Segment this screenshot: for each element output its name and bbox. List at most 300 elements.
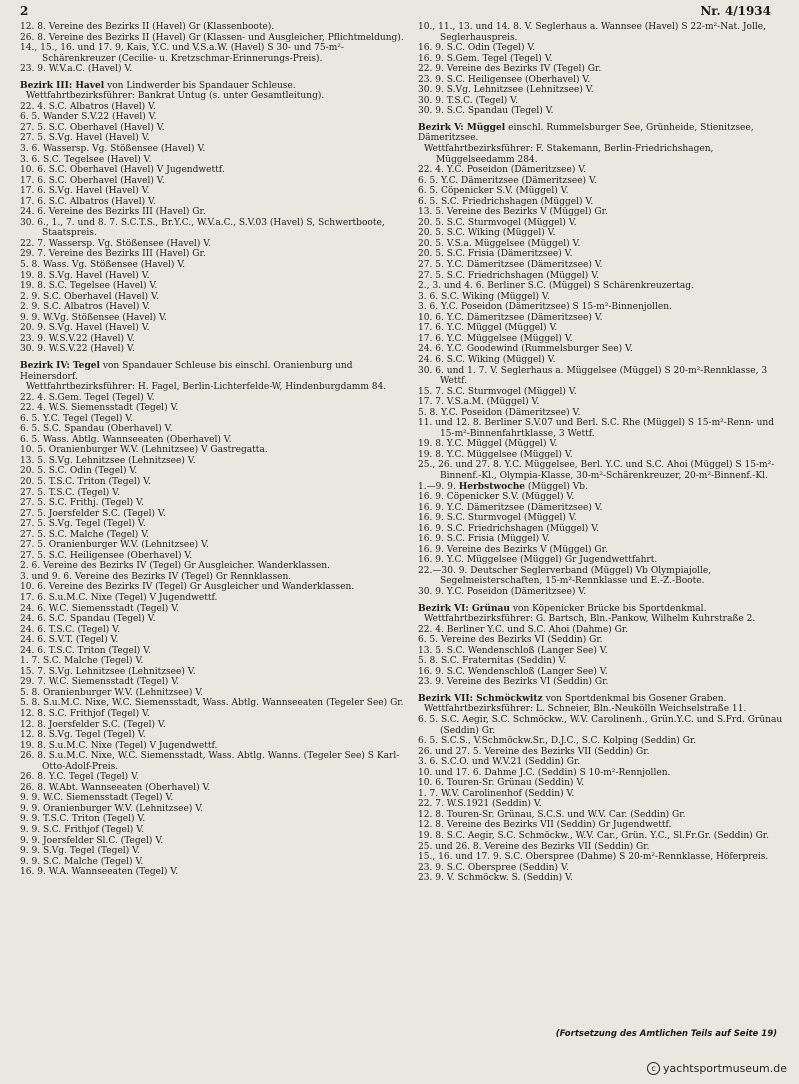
entry-date: 13. 5.: [418, 207, 447, 218]
bezirk-3-title: Bezirk III: Havel: [20, 80, 105, 91]
entry-date: 13. 5.: [20, 455, 49, 466]
entry-text: Wassersp. Vg. Stößensee (Havel) V.: [48, 238, 212, 249]
entry-text: Vereine des Bezirks II (Havel) Gr (Klassenboote).: [48, 22, 275, 32]
entry-date: 10. 6.: [418, 312, 447, 323]
entry-text: W.C. Siemensstadt (Tegel) V.: [43, 793, 174, 804]
entry-date: 12. 8.: [418, 820, 447, 831]
entry-text: S.C. Sturmvogel (Müggel) V.: [446, 513, 577, 524]
entry-date: 3. und 9. 6.: [20, 571, 75, 582]
copyright-icon: c: [647, 1062, 660, 1075]
entry-text: V. Schmöckw. S. (Seddin) V.: [446, 873, 573, 884]
entry-text: S.Vg. Havel (Havel) V.: [48, 323, 150, 334]
entry-text: S.Vg. Havel (Havel) V.: [48, 186, 150, 197]
schedule-entry: [20, 667, 406, 678]
entry-date: 10. und 17. 6.: [418, 767, 485, 778]
entry-date: 16. 9.: [418, 523, 447, 534]
schedule-entry: [20, 334, 406, 345]
schedule-entry: [418, 873, 788, 884]
entry-text: Kais, Y.C. und V.S.a.W. (Havel) S 30- und 75-m²-Schärenkreuzer (Cecilie- u. Kretzschmar-Erinnerungs-Preis).: [42, 43, 344, 64]
entry-text: Y.C. Poseidon (Dämeritzsee) S 15-m²-Binnenjollen.: [441, 302, 672, 313]
entry-text: S.C. Tegelsee (Havel) V.: [48, 281, 158, 292]
bezirk-5-section: [418, 123, 788, 598]
entry-text: W.V. Carolinenhof (Seddin) V.: [441, 788, 575, 799]
entry-date: 24. 6.: [418, 344, 447, 355]
schedule-entry: [20, 656, 406, 667]
schedule-entry: [20, 709, 406, 720]
schedule-entry: [418, 302, 788, 313]
entry-text: Oranienburger W.V. (Lehnitzsee) V.: [43, 803, 204, 814]
entry-text: Vereine des Bezirks VI (Seddin) Gr.: [446, 677, 609, 688]
bezirk-4-section: [20, 361, 406, 878]
entry-date: 6. 5.: [20, 413, 44, 424]
schedule-entry: [20, 593, 406, 604]
entry-text: S.C. Friedrichshagen (Müggel) V.: [446, 523, 600, 534]
entry-date: 24. 6.: [20, 614, 49, 625]
schedule-entry: [20, 783, 406, 794]
entry-text: Berliner S.V.07 und Berl. S.C. Rhe (Müggel) S 15-m²-Renn- und 15-m²-Binnenfahrtklasse, 3 Wettf.: [440, 418, 777, 439]
schedule-entry: [418, 239, 788, 250]
schedule-entry: [418, 768, 788, 779]
schedule-entry: [20, 133, 406, 144]
entry-text: Oranienburger W.V. (Lehnitzsee) V.: [43, 687, 204, 698]
entry-date: 19. 8.: [20, 270, 49, 281]
entry-date: 11. und 12. 8.: [418, 418, 485, 429]
schedule-entry: [20, 260, 406, 271]
entry-date: 6. 5.: [20, 424, 44, 435]
entry-text: Y.C. Müggelsee, Berl. Y.C. und S.C. Ahoi (Müggel) S 15-m²-Binnenf.-Kl., Olympia-Klasse, 30-m²-Schärenkreuzer, 20-m²-Binnenf.-Kl.: [440, 460, 775, 481]
schedule-entry: [418, 165, 788, 176]
entry-text: S.C. Frisia (Dämeritzsee) V.: [446, 249, 573, 260]
schedule-entry: [20, 741, 406, 752]
schedule-entry: [418, 677, 788, 688]
schedule-entry: [20, 271, 406, 282]
entry-text: S.C. Albatros (Havel) V.: [48, 196, 156, 207]
entry-date: 27. 5.: [20, 529, 49, 540]
entry-text: Vereine des Bezirks II (Havel) Gr (Klassen- und Ausgleicher, Pflichtmeldung).: [48, 32, 404, 43]
entry-text: S.C. Wendenschloß (Langer See) V.: [446, 645, 608, 656]
entry-date: 3. 6.: [20, 154, 44, 165]
entry-date: 26. 8.: [20, 782, 49, 793]
schedule-entry: [418, 207, 788, 218]
entry-date: 17. 6.: [418, 333, 447, 344]
entry-date: 22. 9.: [418, 64, 447, 75]
schedule-entry: [20, 867, 406, 878]
entry-date: 9. 9.: [20, 312, 44, 323]
schedule-entry: [20, 688, 406, 699]
entry-date: 17. 7.: [418, 397, 447, 408]
entry-text: Y.C. Müggel (Müggel) V.: [446, 439, 558, 450]
schedule-entry: [20, 281, 406, 292]
schedule-entry: [418, 635, 788, 646]
entry-date: 2. 9.: [20, 302, 44, 313]
entry-text: S.C. Wendenschloß (Langer See) V.: [446, 666, 608, 677]
entry-text: S.C. Odin (Tegel) V.: [48, 466, 138, 477]
entry-date: 27. 5.: [20, 508, 49, 519]
schedule-entry: [418, 106, 788, 117]
bezirk-5-heading: [418, 123, 788, 144]
entry-date: 25. und 26. 8.: [418, 841, 485, 852]
schedule-entry: [418, 715, 788, 736]
schedule-entry: [20, 530, 406, 541]
entry-text: Vereine des Bezirks III (Havel) Gr.: [48, 249, 206, 260]
schedule-entry: [20, 477, 406, 488]
entry-text: Vereine des Bezirks IV (Tegel) Gr Ausgleicher und Wanderklassen.: [48, 582, 355, 593]
entry-text: W.C. Siemensstadt (Tegel) V.: [48, 603, 180, 614]
entry-text: Y.C. Müggelsee (Müggel) V.: [446, 333, 573, 344]
entry-date: 20. 5.: [418, 238, 447, 249]
entry-text: V.S.a. Müggelsee (Müggel) V.: [446, 238, 581, 249]
entry-date: 16. 9.: [418, 43, 447, 54]
entry-text: T.S.C. Triton (Tegel) V.: [48, 645, 151, 656]
schedule-entry: [20, 323, 406, 334]
bezirk-6-list: [418, 625, 788, 688]
entry-text: S.u.M.C. Nixe, W.C. Siemensstadt, Wass. Abtlg. Wannseeaten (Tegeler See) Gr.: [43, 698, 404, 709]
entry-text: Vereine des Bezirks VII (Seddin) Gr Jugendwettf.: [446, 820, 672, 831]
entry-date: 20. 9.: [20, 323, 49, 334]
entry-text: S.Vg. Tegel (Tegel) V.: [43, 846, 140, 857]
left-top-list: [20, 22, 406, 75]
schedule-entry: [20, 456, 406, 467]
entry-date: 24. 6.: [20, 624, 49, 635]
schedule-entry: [20, 207, 406, 218]
schedule-entry: [20, 509, 406, 520]
entry-date: 24. 6.: [20, 645, 49, 656]
entry-date: 12. 8.: [20, 709, 49, 719]
entry-date: 27. 5.: [20, 519, 49, 530]
entry-date: 3. 6.: [418, 291, 442, 302]
entry-text: Oranienburger W.V. (Lehnitzsee) V.: [48, 540, 209, 551]
bezirk-6-official: Wettfahrtbezirksführer: G. Bartsch, Bln.-Pankow, Wilhelm Kuhrstraße 2.: [424, 614, 756, 625]
schedule-entry: [20, 519, 406, 530]
entry-date: 6. 5.: [418, 635, 442, 646]
entry-date: 23. 9.: [418, 677, 447, 688]
entry-text: S.C. Oberspree (Dahme) S 20-m²-Rennklasse, Höferpreis.: [504, 852, 769, 863]
entry-date: 6. 5.: [20, 434, 44, 445]
entry-date: 1.—9. 9.: [418, 481, 459, 492]
schedule-entry: [20, 698, 406, 709]
bezirk-5-official: Wettfahrtbezirksführer: F. Stakemann, Berlin-Friedrichshagen, Müggelseedamm 284.: [424, 144, 714, 165]
entry-text: S.C. Frithj. (Tegel) V.: [48, 498, 144, 509]
entry-date: 12. 8.: [20, 22, 49, 32]
continuation-note: (Fortsetzung des Amtlichen Teils auf Seite 19): [555, 1029, 777, 1039]
entry-date: 10., 11., 13. und 14. 8.: [418, 22, 525, 32]
entry-text: S.C. Wiking (Müggel) V.: [446, 354, 556, 365]
entry-text: S.Vg. Lehnitzsee (Lehnitzsee) V.: [48, 666, 196, 677]
bezirk-6-title: Bezirk VI: Grünau: [418, 603, 510, 614]
entry-text: Vereine des Bezirks V (Müggel) Gr.: [446, 544, 608, 555]
entry-date: 13. 5.: [418, 645, 447, 656]
schedule-entry: [20, 677, 406, 688]
entry-date: 27. 5.: [20, 550, 49, 561]
entry-text: Y.C. Poseidon (Dämeritzsee) V.: [441, 407, 581, 418]
schedule-entry: [20, 239, 406, 250]
schedule-entry: [20, 635, 406, 646]
entry-text: W.S.1921 (Seddin) V.: [446, 799, 542, 810]
schedule-entry: [20, 102, 406, 113]
entry-text: S.C. Sturmvogel (Müggel) V.: [446, 217, 577, 228]
entry-text: Cöpenicker S.V. (Müggel) V.: [446, 492, 575, 503]
schedule-entry: [20, 814, 406, 825]
entry-date: 9. 9.: [20, 825, 44, 836]
entry-text: S.C. Aegir, S.C. Schmöckw., W.V. Carolinenh., Grün.Y.C. und S.Frd. Grünau (Seddin) Gr.: [440, 715, 786, 736]
schedule-entry: [418, 228, 788, 239]
entry-text: Vereine des Bezirks VII (Seddin) Gr.: [484, 746, 650, 757]
entry-text: Y.C. Goodewind (Rummelsburger See) V.: [446, 344, 633, 355]
entry-date: 3. 6.: [20, 144, 44, 155]
entry-date: 22. 4.: [20, 392, 49, 403]
entry-text: S.Vg. Havel (Havel) V.: [48, 133, 150, 144]
schedule-entry: [20, 572, 406, 583]
entry-text: Wassersp. Vg. Stößensee (Havel) V.: [43, 144, 206, 155]
schedule-entry: [418, 747, 788, 758]
entry-text: Berliner Y.C. und S.C. Ahoi (Dahme) Gr.: [446, 624, 629, 635]
entry-text: S.Vg. Tegel (Tegel) V.: [48, 730, 146, 741]
entry-date: 30. 9.: [418, 85, 447, 96]
schedule-entry: [418, 625, 788, 636]
bezirk-7-section: [418, 694, 788, 884]
entry-text: S.Gem. Tegel (Tegel) V.: [446, 53, 553, 64]
schedule-entry: [20, 646, 406, 657]
schedule-entry: [418, 524, 788, 535]
watermark: [647, 1062, 787, 1075]
entry-text: Berliner S.C. (Müggel) S Schärenkreuzertag.: [487, 281, 694, 292]
entry-date: 26. 8.: [20, 772, 49, 783]
entry-text: S.C. Oberhavel (Havel) V.: [43, 291, 159, 302]
schedule-entry: [20, 730, 406, 741]
entry-date: 9. 9.: [20, 856, 44, 867]
schedule-entry: [20, 313, 406, 324]
schedule-entry: [20, 186, 406, 197]
entry-date: 23. 9.: [418, 74, 447, 85]
schedule-entry: [418, 43, 788, 54]
entry-date: 14., 15., 16. und 17. 9.: [20, 43, 127, 54]
entry-text: Vereine des Bezirks IV (Tegel) Gr.: [446, 64, 602, 75]
entry-date: 9. 9.: [20, 835, 44, 846]
schedule-entry: [418, 281, 788, 292]
entry-text: S.C.O. und W.V.21 (Seddin) Gr.: [441, 757, 581, 768]
schedule-entry: [418, 566, 788, 587]
entry-text: T.S.C. (Tegel) V.: [446, 95, 518, 106]
schedule-entry: [20, 825, 406, 836]
entry-date: 27. 5.: [418, 270, 447, 281]
schedule-entry: [20, 302, 406, 313]
entry-text: S.C. Malche (Tegel) V.: [43, 656, 144, 667]
entry-date: 6. 5.: [418, 715, 442, 725]
entry-date: 27. 5.: [20, 498, 49, 509]
entry-text: Y.C. Tegel (Tegel) V.: [43, 413, 134, 424]
entry-date: 5. 8.: [418, 407, 442, 418]
entry-date: 9. 9.: [20, 803, 44, 814]
entry-date: 6. 5.: [418, 186, 442, 197]
entry-date: 20. 5.: [20, 476, 49, 487]
bezirk-3-heading: [20, 81, 406, 92]
entry-text: Dahme J.C. (Seddin) S 10-m²-Rennjollen.: [484, 767, 671, 778]
entry-date: 20. 5.: [418, 217, 447, 228]
entry-text: Y.C. Poseidon (Dämeritzsee) V.: [446, 586, 587, 597]
entry-text: Touren-Sr. Grünau, S.C.S. und W.V. Car. (Seddin) Gr.: [446, 809, 686, 820]
schedule-entry: [418, 323, 788, 334]
entry-date: 9. 9.: [20, 814, 44, 825]
entry-text: Touren-Sr. Grünau (Seddin) V.: [446, 778, 585, 789]
entry-text: Wass. Vg. Stößensee (Havel) V.: [43, 260, 186, 271]
schedule-entry: [20, 435, 406, 446]
entry-date: 23. 9.: [418, 873, 447, 884]
schedule-entry: [418, 366, 788, 387]
entry-text: Wander S.V.22 (Havel) V.: [43, 112, 157, 123]
schedule-entry: [418, 757, 788, 768]
entry-text: S.Vg. Lehnitzsee (Lehnitzsee) V.: [446, 85, 594, 96]
entry-date: 23. 9.: [418, 862, 447, 873]
entry-text: S.C.T.S., Br.Y.C., W.V.a.C., S.V.03 (Havel) S, Schwertboote, Staatspreis.: [42, 217, 388, 239]
entry-date: 27. 5.: [20, 540, 49, 551]
entry-date: 16. 9.: [418, 544, 447, 555]
entry-text: T.S.C. Triton (Tegel) V.: [43, 814, 146, 825]
entry-date: 22. 4.: [20, 403, 49, 414]
entry-text: Y.C. Müggel (Müggel) V.: [446, 323, 558, 334]
entry-text: S.C. Tegelsee (Havel) V.: [43, 154, 152, 165]
schedule-entry: [418, 852, 788, 863]
entry-text: S.C. Wiking (Müggel) V.: [446, 228, 556, 239]
schedule-entry: [20, 720, 406, 731]
entry-text: Vereine des Bezirks IV (Tegel) Gr Ausgleicher. Wanderklassen.: [43, 561, 330, 572]
entry-date: 20. 5.: [20, 466, 49, 477]
entry-date: 29. 7.: [20, 249, 49, 260]
entry-text: W.A. Wannseeaten (Tegel) V.: [48, 867, 179, 878]
schedule-entry: [418, 197, 788, 208]
entry-date: 2. 6.: [20, 561, 44, 572]
schedule-entry: [20, 344, 406, 355]
entry-date: 20. 5.: [418, 249, 447, 260]
entry-date: 19. 8.: [418, 439, 447, 450]
bezirk-6-heading: [418, 604, 788, 615]
entry-text: Vereine des Bezirks IV (Tegel) Gr Rennklassen.: [74, 571, 292, 582]
schedule-entry: [418, 397, 788, 408]
entry-date: 19. 8.: [20, 281, 49, 292]
entry-date: 23. 9.: [20, 64, 49, 75]
schedule-entry: [418, 271, 788, 282]
schedule-entry: [20, 414, 406, 425]
schedule-entry: [418, 176, 788, 187]
bezirk-4-desc: von Spandauer Schleuse bis einschl. Oranienburg und Heinersdorf.: [20, 360, 353, 382]
entry-date: 12. 8.: [20, 730, 49, 741]
entry-text: W.Vg. Stößensee (Havel) V.: [43, 312, 167, 323]
page-number: 2: [20, 4, 29, 18]
schedule-entry: [418, 85, 788, 96]
schedule-entry: [20, 155, 406, 166]
entry-text: Y.C. Dämeritzsee (Dämeritzsee) V.: [441, 175, 597, 186]
entry-text: S.C. Oberhavel (Havel) V Jugendwettf.: [48, 165, 225, 176]
entry-text: S.C. Oberspree (Seddin) V.: [446, 862, 569, 873]
entry-date: 5. 8.: [418, 656, 442, 667]
entry-text: W.S. Siemensstadt (Tegel) V.: [48, 403, 179, 414]
bezirk-7-desc: von Sportdenkmal bis Gosener Graben.: [545, 693, 727, 704]
bezirk-4-title: Bezirk IV: Tegel: [20, 360, 100, 371]
entry-date: 15. 7.: [20, 666, 49, 677]
entry-date: 24. 6.: [20, 603, 49, 614]
entry-text: S.C. Frisia (Müggel) V.: [446, 534, 550, 545]
bezirk-6-section: [418, 604, 788, 688]
entry-date: 12. 8.: [20, 719, 49, 730]
entry-date: 30. 9.: [418, 106, 447, 117]
left-column: [20, 22, 406, 878]
entry-text: S.Gem. Tegel (Tegel) V.: [48, 392, 155, 403]
schedule-entry: [20, 393, 406, 404]
entry-date: 19. 8.: [20, 740, 49, 751]
schedule-entry: [418, 408, 788, 419]
entry-text: S.C.S., V.Schmöckw.Sr., D.J.C., S.C. Kolping (Seddin) Gr.: [441, 736, 697, 747]
entry-date: 24. 6.: [418, 354, 447, 365]
entry-date: 3. 6.: [418, 757, 442, 768]
entry-date: 22.—30. 9.: [418, 565, 471, 576]
entry-date: 5. 8.: [20, 687, 44, 698]
entry-text: S.C. Aegir, S.C. Schmöckw., W.V. Car., Grün. Y.C., Sl.Fr.Gr. (Seddin) Gr.: [446, 831, 770, 842]
entry-text: S.C. Frithjof (Tegel) V.: [43, 825, 145, 836]
schedule-entry: [20, 751, 406, 772]
entry-date: 17. 6.: [20, 592, 49, 603]
entry-date: 17. 6.: [20, 186, 49, 197]
entry-date: 20. 5.: [418, 228, 447, 239]
schedule-entry: [418, 54, 788, 65]
entry-date: 27. 5.: [20, 122, 49, 133]
entry-text: Vereine des Bezirks V (Müggel) Gr.: [446, 207, 608, 218]
entry-date: 19. 8.: [418, 449, 447, 460]
schedule-entry: [20, 772, 406, 783]
schedule-entry: [20, 218, 406, 239]
entry-text: Y.C. Tegel (Tegel) V.: [48, 772, 139, 783]
schedule-entry: [418, 820, 788, 831]
entry-text: Oranienburger W.V. (Lehnitzsee) V Gastregatta.: [48, 445, 268, 456]
entry-text: S.Vg. Lehnitzsee (Lehnitzsee) V.: [48, 455, 196, 466]
entry-date: 5. 8.: [20, 698, 44, 709]
entry-date: 22. 7.: [20, 238, 49, 249]
bezirk-7-heading: [418, 694, 788, 705]
entry-date: 16. 9.: [418, 513, 447, 524]
schedule-entry: [20, 144, 406, 155]
entry-date: 10. 5.: [20, 445, 49, 456]
entry-text: Joersfelder S.C. (Tegel) V.: [48, 508, 166, 519]
schedule-entry: [418, 418, 788, 439]
schedule-entry: [20, 403, 406, 414]
entry-date: 17. 6.: [20, 175, 49, 186]
entry-date: 30. 6. und 1. 7.: [418, 365, 491, 376]
schedule-entry: [418, 667, 788, 678]
schedule-entry: [418, 842, 788, 853]
entry-text: S.V.T. (Tegel) V.: [48, 635, 119, 646]
schedule-entry: [20, 793, 406, 804]
entry-text: T.S.C. (Tegel) V.: [48, 487, 120, 498]
schedule-entry: [418, 186, 788, 197]
entry-date: 15. 7.: [418, 386, 447, 397]
bezirk-3-official: Wettfahrtbezirksführer: Bankrat Untug (s. unter Gesamtleitung).: [26, 91, 325, 102]
entry-date: 24. 6.: [20, 635, 49, 646]
schedule-entry: [20, 561, 406, 572]
schedule-entry: [418, 587, 788, 598]
entry-date: 22. 4.: [418, 624, 447, 635]
entry-text: T.S.C. (Tegel) V.: [48, 624, 120, 635]
entry-text: Joersfelder Sl.C. (Tegel) V.: [43, 835, 164, 846]
schedule-entry: [418, 292, 788, 303]
entry-date: 15., 16. und 17. 9.: [418, 852, 505, 863]
entry-text: S.C. Malche (Tegel) V.: [43, 856, 144, 867]
entry-date: 1. 7.: [418, 788, 442, 799]
schedule-entry: [20, 804, 406, 815]
schedule-entry: [418, 492, 788, 503]
entry-text: Herbstwoche (Müggel) Vb.: [458, 481, 588, 492]
entry-date: 16. 9.: [418, 53, 447, 64]
entry-date: 22. 7.: [418, 799, 447, 810]
entry-date: 23. 9.: [20, 333, 49, 344]
schedule-entry: [418, 863, 788, 874]
